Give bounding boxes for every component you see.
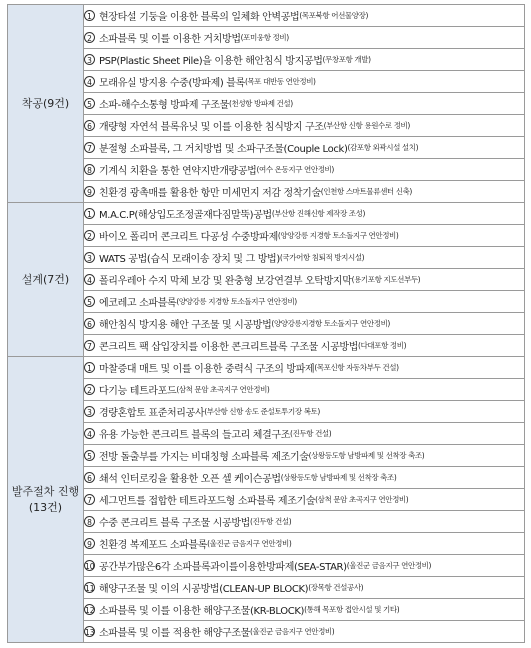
item-number: 6 xyxy=(84,120,95,131)
item-text: 소파-해수소통형 방파제 구조물 xyxy=(99,100,229,111)
item-note: (진두항 건설) xyxy=(249,517,292,526)
list-item xyxy=(84,49,525,71)
table-row xyxy=(8,247,525,269)
item-note: (부산항 신항 용원수로 정비) xyxy=(323,121,410,130)
item-number: 4 xyxy=(84,76,95,87)
table-row xyxy=(8,423,525,445)
list-item xyxy=(84,445,525,467)
item-note: (국가어항 침퇴적 방지시설) xyxy=(279,253,365,262)
list-item xyxy=(84,313,525,335)
table-row xyxy=(8,269,525,291)
table-row xyxy=(8,313,525,335)
item-number: 1 xyxy=(84,208,95,219)
technology-status-table xyxy=(7,4,525,643)
item-text: 해안침식 방지용 해안 구조물 및 시공방법 xyxy=(99,320,272,331)
item-note: (양양강릉 지경항 토소돌지구 연안정비) xyxy=(277,231,399,240)
item-number: 2 xyxy=(84,32,95,43)
table-row xyxy=(8,49,525,71)
item-note: (목포 대반동 연안정비) xyxy=(244,77,316,86)
item-text: WATS 공법(습식 모래이송 장치 및 그 방법) xyxy=(99,254,280,265)
list-item xyxy=(84,27,525,49)
item-number: 4 xyxy=(84,274,95,285)
item-note: (여수 온동지구 연안정비) xyxy=(256,165,334,174)
item-text: 공간부가많은6각 소파블록과이를이용한방파제(SEA-STAR) xyxy=(99,562,347,573)
item-note: (삼척 문암 초곡지구 연안정비) xyxy=(176,385,270,394)
list-item xyxy=(84,5,525,27)
item-text: 수중 콘크리트 블록 구조물 시공방법 xyxy=(99,518,250,529)
item-note: (울진군 금음지구 연안정비) xyxy=(207,539,292,548)
category-label: 착공(9건) xyxy=(21,96,70,110)
item-number: 6 xyxy=(84,318,95,329)
table-row xyxy=(8,467,525,489)
item-note: (목포신항 자동차부두 건설) xyxy=(314,363,399,372)
item-text: 분절형 소파블록, 그 거치방법 및 소파구조물(Couple Lock) xyxy=(99,144,348,155)
item-text: M.A.C.P(해상입도조정골재다짐말뚝)공법 xyxy=(99,210,272,221)
item-text: 기계식 치환을 통한 연약지반개량공법 xyxy=(99,166,257,177)
item-text: 경량혼합토 표준처리공사 xyxy=(99,408,205,419)
item-text: 소파블록 및 이를 이용한 해양구조물(KR-BLOCK) xyxy=(99,606,305,617)
item-note: (상왕등도항 남방파제 및 선착장 축조) xyxy=(280,473,397,482)
item-note: (진두항 건설) xyxy=(290,429,332,438)
item-number: 7 xyxy=(84,142,95,153)
item-text: 모래유실 방지용 수중(방파제) 블록 xyxy=(99,78,245,89)
item-number: 3 xyxy=(84,252,95,263)
item-number: 6 xyxy=(84,472,95,483)
list-item xyxy=(84,115,525,137)
item-note: (목포북항 어선물양장) xyxy=(299,11,368,20)
item-number: 10 xyxy=(85,562,95,571)
category-cell-design xyxy=(8,203,84,357)
item-text: 에코레고 소파블록 xyxy=(99,298,177,309)
table-row xyxy=(8,555,525,577)
list-item xyxy=(84,247,525,269)
list-item xyxy=(84,137,525,159)
item-note: (양양강릉 지경항 토소돌지구 연안정비) xyxy=(176,297,297,306)
list-item xyxy=(84,269,525,291)
list-item xyxy=(84,357,525,379)
item-number: 12 xyxy=(85,606,95,615)
item-note: (양양강릉지경항 토소돌지구 연안정비) xyxy=(271,319,390,328)
item-number: 11 xyxy=(85,584,95,593)
list-item xyxy=(84,533,525,555)
item-text: 개량형 자연석 블록유닛 및 이를 이용한 침식방지 구조 xyxy=(99,122,324,133)
item-text: 현장타설 기둥을 이용한 블록의 일체화 안벽공법 xyxy=(99,12,300,23)
table-row xyxy=(8,291,525,313)
item-number: 4 xyxy=(84,428,95,439)
item-note: (부산항 신항 송도 준설토투기장 복토) xyxy=(204,407,320,416)
item-number: 5 xyxy=(84,98,95,109)
item-note: (무창포항 개발) xyxy=(322,55,371,64)
list-item xyxy=(84,555,525,577)
item-note: (포미웅항 정비) xyxy=(240,33,289,42)
item-note: (인천항 스마트물류센터 신축) xyxy=(320,187,412,196)
item-number: 8 xyxy=(84,516,95,527)
table-row xyxy=(8,71,525,93)
item-text: 폴리우레아 수지 막체 보강 및 완충형 보강연결부 오탁방지막 xyxy=(99,276,352,287)
table-row xyxy=(8,533,525,555)
category-label: 발주절차 진행 (13건) xyxy=(11,484,80,514)
item-text: 쇄석 인터로킹을 활용한 오픈 셀 케이슨공법 xyxy=(99,474,281,485)
list-item xyxy=(84,159,525,181)
item-note: (장목항 건설공사) xyxy=(308,583,364,592)
item-text: 바이오 폴리머 콘크리트 다공성 수중방파제 xyxy=(99,232,278,243)
item-note: (울진군 금음지구 연안정비) xyxy=(249,627,335,636)
item-number: 1 xyxy=(84,362,95,373)
item-note: (감포항 외곽시설 설치) xyxy=(347,143,419,152)
list-item xyxy=(84,577,525,599)
list-item xyxy=(84,181,525,203)
list-item xyxy=(84,379,525,401)
list-item xyxy=(84,203,525,225)
item-note: (울진군 금음지구 연안정비) xyxy=(346,561,432,570)
item-note: (상왕등도항 남방파제 및 선착장 축조) xyxy=(308,451,425,460)
list-item xyxy=(84,423,525,445)
table-row xyxy=(8,577,525,599)
item-number: 5 xyxy=(84,450,95,461)
list-item xyxy=(84,71,525,93)
category-cell-ordering xyxy=(8,357,84,643)
item-text: 세그먼트를 접합한 테트라포드형 소파블록 제조기술 xyxy=(99,496,316,507)
table-row xyxy=(8,357,525,379)
item-note: (부산항 진해신항 제작장 조성) xyxy=(271,209,365,218)
item-text: 친환경 복제포드 소파블록 xyxy=(99,540,208,551)
table-row xyxy=(8,379,525,401)
item-text: 마찰증대 매트 및 이를 이용한 중력식 구조의 방파제 xyxy=(99,364,315,375)
item-number: 9 xyxy=(84,538,95,549)
table-row xyxy=(8,621,525,643)
item-text: 소파블록 및 이를 이용한 거치방법 xyxy=(99,34,241,45)
item-number: 1 xyxy=(84,10,95,21)
item-text: 소파블록 및 이를 적용한 해양구조물 xyxy=(99,628,250,639)
table-row xyxy=(8,489,525,511)
table-row xyxy=(8,401,525,423)
item-text: 전방 돌출부를 가지는 비대칭형 소파블록 제조기술 xyxy=(99,452,309,463)
table-row xyxy=(8,599,525,621)
item-number: 5 xyxy=(84,296,95,307)
item-text: 콘크리트 팩 삽입장치를 이용한 콘크리트블록 구조물 시공방법 xyxy=(99,342,359,353)
table-row xyxy=(8,335,525,357)
list-item xyxy=(84,511,525,533)
item-number: 3 xyxy=(84,54,95,65)
item-text: 친환경 광촉매를 활용한 항만 미세먼지 저감 정착기술 xyxy=(99,188,321,199)
category-cell-construction xyxy=(8,5,84,203)
item-text: PSP(Plastic Sheet Pile)을 이용한 해안침식 방지공법 xyxy=(99,56,323,67)
item-text: 유용 가능한 콘크리트 블록의 들고리 체결구조 xyxy=(99,430,291,441)
list-item xyxy=(84,489,525,511)
list-item xyxy=(84,291,525,313)
item-text: 다기능 테트라포드 xyxy=(99,386,177,397)
item-number: 2 xyxy=(84,230,95,241)
item-note: (용기포항 지도선부두) xyxy=(351,275,421,284)
table-row xyxy=(8,203,525,225)
item-number: 7 xyxy=(84,340,95,351)
table-row xyxy=(8,137,525,159)
item-note: (통해 목포항 접안시설 및 기타) xyxy=(304,605,400,614)
list-item xyxy=(84,225,525,247)
table-row xyxy=(8,159,525,181)
category-label: 설계(7건) xyxy=(21,272,70,286)
table-row xyxy=(8,181,525,203)
list-item xyxy=(84,621,525,643)
item-number: 2 xyxy=(84,384,95,395)
table-row xyxy=(8,445,525,467)
item-number: 13 xyxy=(85,628,95,637)
item-number: 7 xyxy=(84,494,95,505)
list-item xyxy=(84,467,525,489)
list-item xyxy=(84,401,525,423)
list-item xyxy=(84,335,525,357)
table-row xyxy=(8,27,525,49)
item-note: (천성항 방파제 건설) xyxy=(228,99,293,108)
table-row xyxy=(8,225,525,247)
table-row xyxy=(8,511,525,533)
item-note: (다대포항 정비) xyxy=(358,341,407,350)
table-row xyxy=(8,5,525,27)
item-number: 3 xyxy=(84,406,95,417)
item-number: 9 xyxy=(84,186,95,197)
table-row xyxy=(8,115,525,137)
list-item xyxy=(84,93,525,115)
list-item xyxy=(84,599,525,621)
item-text: 해양구조물 및 이의 시공방법(CLEAN-UP BLOCK) xyxy=(99,584,309,595)
item-number: 8 xyxy=(84,164,95,175)
item-note: (삼척 문암 초곡지구 연안정비) xyxy=(315,495,409,504)
table-row xyxy=(8,93,525,115)
